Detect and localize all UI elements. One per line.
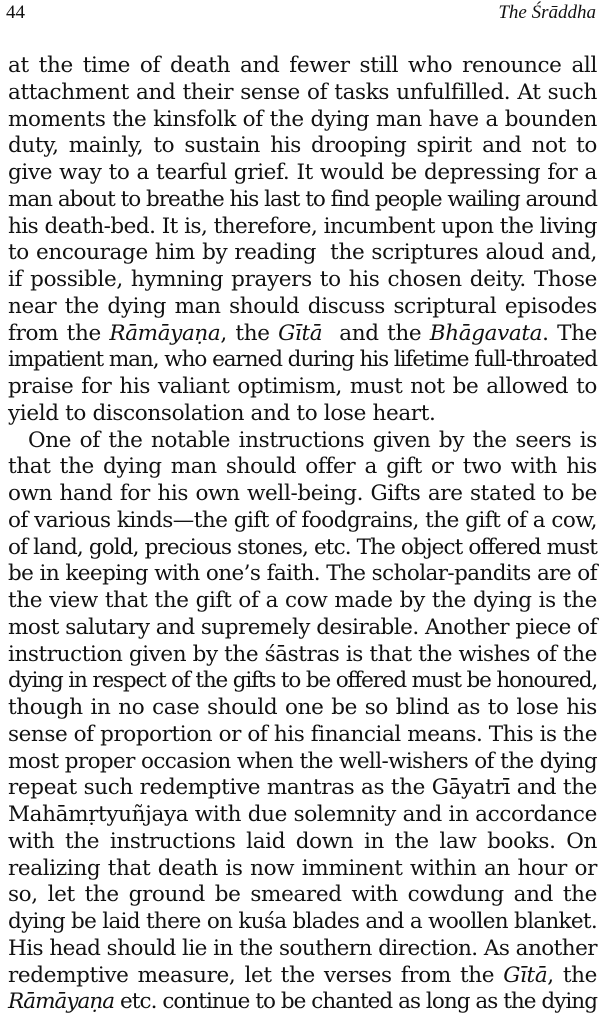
text-segment: man about to breathe his last to find people wailing around	[8, 186, 597, 212]
text-segment: His head should lie in the southern direction. As another	[8, 935, 597, 961]
text-line	[8, 107, 597, 134]
text-line	[8, 214, 597, 241]
italic-term: Gītā	[503, 962, 548, 988]
text-segment: yield to disconsolation and to lose heart.	[8, 400, 436, 426]
text-segment: though in no case should one be so blind as to lose his	[8, 695, 597, 720]
text-segment: repeat such redemptive mantras as the Gāyatrī and the	[8, 775, 597, 801]
text-segment: so, let the ground be smeared with cowdung and the	[8, 882, 597, 908]
text-line	[8, 53, 597, 80]
text-segment: most proper occasion when the well-wishers of the dying	[8, 748, 597, 774]
text-line	[8, 133, 597, 160]
text-line	[8, 936, 597, 963]
text-line	[8, 535, 597, 562]
text-line	[8, 481, 597, 508]
page-header	[6, 2, 596, 28]
text-line	[8, 160, 597, 187]
text-segment: own hand for his own well-being. Gifts are stated to be	[8, 481, 597, 506]
text-segment: at the time of death and fewer still who renounce all	[8, 53, 597, 78]
text-segment: near the dying man should discuss scriptural episodes	[8, 293, 597, 319]
text-segment: dying in respect of the gifts to be offered must be honoured,	[8, 668, 597, 694]
text-line	[8, 615, 597, 642]
text-line	[8, 989, 597, 1016]
text-line	[8, 856, 597, 883]
text-line	[8, 802, 597, 829]
text-segment: if possible, hymning prayers to his chosen deity. Those	[8, 267, 597, 292]
text-segment: impatient man, who earned during his lifetime full-throated	[8, 347, 597, 373]
text-line	[8, 695, 597, 722]
text-segment: etc. continue to be chanted as long as the dying	[114, 989, 597, 1015]
page-number: 44	[6, 2, 25, 23]
text-segment: his death-bed. It is, therefore, incumbent upon the living	[8, 213, 597, 239]
text-segment: to encourage him by reading the scriptures aloud and,	[8, 240, 597, 266]
text-line	[8, 187, 597, 214]
text-segment: praise for his valiant optimism, must not be allowed to	[8, 374, 597, 399]
body-text	[8, 53, 597, 1016]
italic-term: Bhāgavata	[429, 320, 543, 346]
text-segment: most salutary and supremely desirable. Another piece of	[8, 614, 597, 640]
italic-term: Rāmāyaṇa	[109, 320, 221, 346]
text-segment: , the	[547, 962, 597, 988]
italic-term: Rāmāyaṇa	[8, 989, 115, 1015]
italic-term: Gītā	[278, 320, 323, 346]
text-segment: from the	[8, 320, 110, 346]
text-line	[8, 909, 597, 936]
text-line	[8, 374, 597, 401]
text-segment: duty, mainly, to sustain his drooping spirit and not to	[8, 133, 597, 159]
text-line	[8, 561, 597, 588]
text-segment: realizing that death is now imminent within an hour or	[8, 855, 597, 881]
text-line	[8, 749, 597, 776]
text-line	[8, 722, 597, 749]
text-segment: Mahāmṛtyuñjaya with due solemnity and in accordance	[8, 802, 597, 827]
text-line	[8, 401, 597, 428]
text-line	[8, 347, 597, 374]
text-segment: the view that the gift of a cow made by the dying is the	[8, 588, 597, 613]
text-line	[8, 668, 597, 695]
text-line	[8, 508, 597, 535]
text-segment: dying be laid there on kuśa blades and a woollen blanket.	[8, 909, 597, 934]
text-segment: , the	[220, 320, 279, 346]
text-segment: attachment and their sense of tasks unfulfilled. At such	[8, 79, 597, 105]
text-line	[8, 428, 597, 455]
text-line	[8, 963, 597, 990]
text-segment: . The	[542, 320, 597, 346]
text-segment: be in keeping with one’s faith. The scholar-pandits are of	[8, 561, 597, 587]
text-line	[8, 829, 597, 856]
text-segment: with the instructions laid down in the law books. On	[8, 828, 597, 854]
text-line	[8, 642, 597, 669]
text-segment: instruction given by the śāstras is that the wishes of the	[8, 641, 597, 667]
text-line	[8, 267, 597, 294]
text-line	[8, 80, 597, 107]
text-segment: of various kinds—the gift of foodgrains, the gift of a cow,	[8, 507, 597, 533]
text-line	[8, 588, 597, 615]
text-segment: of land, gold, precious stones, etc. The object offered must	[8, 534, 597, 560]
text-segment: moments the kinsfolk of the dying man have a bounden	[8, 106, 597, 132]
text-segment: One of the notable instructions given by the seers is	[28, 427, 597, 453]
running-title: The Śrāddha	[498, 2, 596, 23]
text-line	[8, 882, 597, 909]
text-line	[8, 294, 597, 321]
text-line	[8, 240, 597, 267]
text-segment: sense of proportion or of his financial means. This is the	[8, 721, 597, 747]
text-segment: redemptive measure, let the verses from the	[8, 962, 504, 988]
text-segment: that the dying man should offer a gift or two with his	[8, 454, 597, 480]
text-segment: give way to a tearful grief. It would be depressing for a	[8, 160, 597, 185]
text-line	[8, 454, 597, 481]
text-line	[8, 775, 597, 802]
text-line	[8, 321, 597, 348]
text-segment: and the	[322, 320, 430, 346]
